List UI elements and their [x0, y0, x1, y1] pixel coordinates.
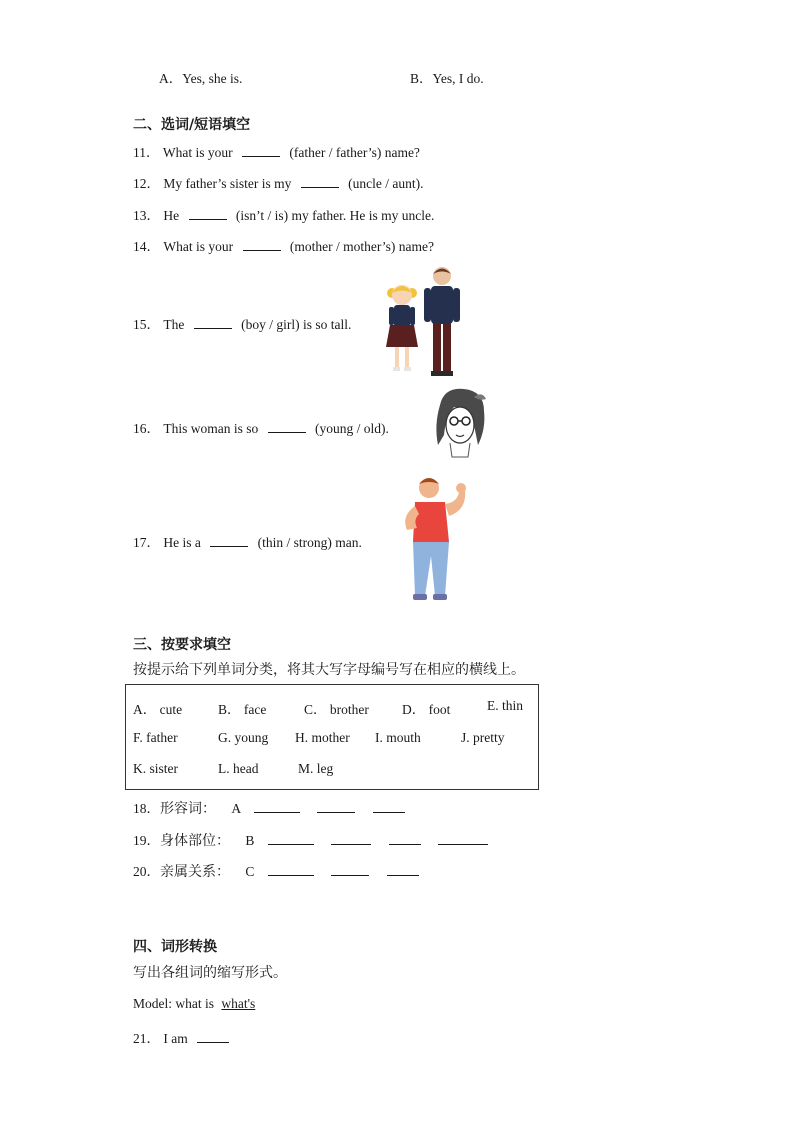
- word-bank-item: M. leg: [298, 761, 334, 776]
- question-12: [133, 172, 423, 192]
- question-text: (young / old).: [315, 421, 389, 436]
- model-prefix: Model: what is: [133, 996, 214, 1011]
- question-19: [133, 829, 488, 850]
- strong-man-illustration: [393, 472, 473, 606]
- answer-blank[interactable]: [438, 832, 488, 845]
- question-14: [133, 235, 434, 255]
- old-woman-sketch: [430, 385, 492, 465]
- category-label: 形容词：: [160, 801, 216, 817]
- section-4-title: 四、词形转换: [133, 939, 217, 955]
- answer-blank[interactable]: [387, 863, 419, 876]
- section-3-instruction: 按提示给下列单词分类，将其大写字母编号写在相应的横线上。: [133, 662, 525, 678]
- answer-blank[interactable]: [268, 832, 314, 845]
- question-20: [133, 860, 419, 881]
- given-answer: B: [245, 833, 255, 848]
- option-a: A．Yes, she is.: [159, 71, 243, 86]
- answer-blank[interactable]: [189, 207, 227, 220]
- question-text: (isn’t / is) my father. He is my uncle.: [235, 208, 435, 223]
- question-text: (uncle / aunt).: [348, 176, 424, 191]
- question-number: 12．: [133, 176, 160, 191]
- question-number: 17．: [133, 535, 160, 550]
- question-17: [133, 531, 362, 551]
- question-text: I am: [163, 1031, 188, 1046]
- question-text: This woman is so: [163, 421, 259, 436]
- question-text: (father / father’s) name?: [289, 145, 420, 160]
- answer-blank[interactable]: [194, 316, 232, 329]
- question-number: 13．: [133, 208, 160, 223]
- model-example: [133, 996, 255, 1012]
- word-bank-item: A． cute: [133, 702, 183, 717]
- question-11: [133, 141, 420, 161]
- word-bank-item: L. head: [218, 761, 259, 776]
- answer-blank[interactable]: [210, 534, 248, 547]
- section-3-title: 三、按要求填空: [133, 637, 231, 653]
- question-number: 11．: [133, 145, 160, 160]
- question-number: 19．: [133, 833, 160, 848]
- question-text: (thin / strong) man.: [257, 535, 362, 550]
- word-bank-item: D． foot: [402, 702, 451, 717]
- answer-blank[interactable]: [317, 800, 355, 813]
- word-bank-item: C． brother: [304, 702, 369, 717]
- answer-blank[interactable]: [301, 175, 339, 188]
- question-text: What is your: [163, 239, 234, 254]
- given-answer: C: [245, 864, 255, 879]
- word-bank-item: F. father: [133, 730, 178, 745]
- question-text: (mother / mother’s) name?: [289, 239, 434, 254]
- answer-blank[interactable]: [242, 144, 280, 157]
- word-bank-item: K. sister: [133, 761, 178, 776]
- question-21: [133, 1027, 229, 1047]
- question-13: [133, 204, 434, 224]
- question-text: What is your: [162, 145, 233, 160]
- word-bank-item: J. pretty: [461, 730, 505, 745]
- option-b: B．Yes, I do.: [410, 71, 484, 86]
- question-number: 21．: [133, 1031, 160, 1046]
- question-text: He is a: [163, 535, 201, 550]
- question-16: [133, 417, 389, 437]
- category-label: 亲属关系：: [160, 864, 230, 880]
- word-bank-item: I. mouth: [375, 730, 421, 745]
- answer-blank[interactable]: [254, 800, 300, 813]
- word-bank-item: H. mother: [295, 730, 350, 745]
- girl-and-boy-illustration: [380, 263, 472, 379]
- word-bank-item: E. thin: [487, 698, 523, 713]
- answer-blank[interactable]: [389, 832, 421, 845]
- answer-blank[interactable]: [268, 420, 306, 433]
- model-answer: what's: [221, 996, 256, 1011]
- question-text: My father’s sister is my: [163, 176, 292, 191]
- section-4-instruction: 写出各组词的缩写形式。: [133, 965, 287, 981]
- question-text: He: [163, 208, 180, 223]
- question-number: 16．: [133, 421, 160, 436]
- answer-blank[interactable]: [331, 832, 371, 845]
- answer-blank[interactable]: [373, 800, 405, 813]
- answer-blank[interactable]: [243, 238, 281, 251]
- answer-blank[interactable]: [331, 863, 369, 876]
- word-bank-item: G. young: [218, 730, 269, 745]
- answer-blank[interactable]: [197, 1030, 229, 1043]
- answer-blank[interactable]: [268, 863, 314, 876]
- question-text: (boy / girl) is so tall.: [241, 317, 352, 332]
- section-2-title: 二、选词/短语填空: [133, 117, 251, 133]
- category-label: 身体部位：: [160, 833, 230, 849]
- given-answer: A: [231, 801, 241, 816]
- question-number: 14．: [133, 239, 160, 254]
- question-number: 20．: [133, 864, 160, 879]
- question-18: [133, 797, 405, 818]
- question-text: The: [163, 317, 185, 332]
- word-bank-box: [125, 684, 539, 790]
- question-number: 18．: [133, 801, 160, 816]
- question-15: [133, 313, 351, 333]
- question-number: 15．: [133, 317, 160, 332]
- word-bank-item: B． face: [218, 702, 267, 717]
